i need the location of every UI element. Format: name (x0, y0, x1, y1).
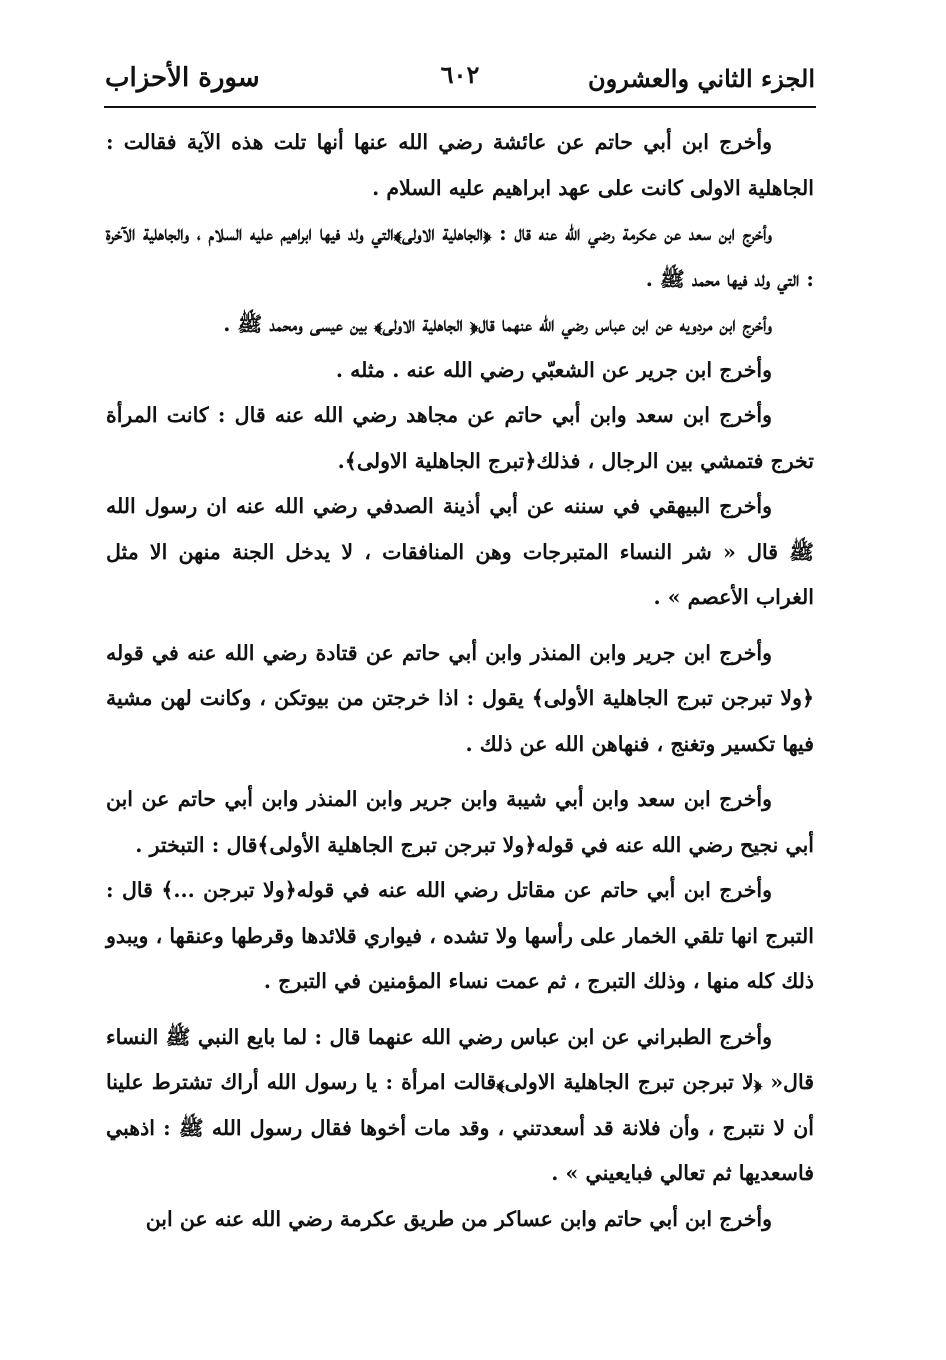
paragraph: وأخرج ابن أبي حاتم عن عائشة رضي الله عنها أنها تلت هذه الآية فقالت : الجاهلية الاولى كانت على عهد ابراهيم عليه السلام . (106, 130, 814, 200)
surah-title: سورة الأحزاب (105, 63, 260, 93)
paragraph: وأخرج ابن سعد وابن أبي حاتم عن مجاهد رضي الله عنه قال : كانت المرأة تخرج فتمشي بين الرجال ، فذلك﴿تبرج الجاهلية الاولى﴾. (106, 403, 814, 473)
paragraph: وأخرج ابن أبي حاتم عن مقاتل رضي الله عنه في قوله﴿ولا تبرجن ...﴾ قال : التبرج انها تلقي الخمار على رأسها ولا تشده ، فيواري قلائدها وقرطها وعنقها ، ويبدو ذلك كله منها ، وذلك التبرج ، ثم عمت نساء المؤمنين في التبرج . (106, 878, 814, 993)
part-title: الجزء الثاني والعشرون (588, 63, 815, 93)
paragraph: وأخرج ابن جرير عن الشعبّي رضي الله عنه . مثله . (335, 357, 772, 382)
page-number: ٦٠٢ (440, 60, 480, 89)
page-body (106, 120, 814, 1242)
paragraph: وأخرج ابن جرير وابن المنذر وابن أبي حاتم عن قتادة رضي الله عنه في قوله ﴿ولا تبرجن تبرج الجاهلية الأولى﴾ يقول : اذا خرجتن من بيوتكن ، وكانت لهن مشية فيها تكسير وتغنج ، فنهاهن الله عن ذلك . (106, 640, 814, 756)
paragraph: وأخرج ابن سعد عن عكرمة رضي الله عنه قال : ﴿الجاهلية الاولى﴾التي ولد فيها ابراهيم عليه السلام ، والجاهلية الآخرة : التي ولد فيها محمد ﷺ . (106, 221, 814, 291)
page-header (105, 52, 815, 104)
header-divider (104, 106, 816, 108)
paragraph: وأخرج ابن أبي حاتم وابن عساكر من طريق عكرمة رضي الله عنه عن ابن (145, 1206, 772, 1231)
paragraph: وأخرج ابن مردويه عن ابن عباس رضي الله عنهما قال﴿ الجاهلية الاولى﴾ بين عيسى ومحمد ﷺ . (223, 312, 772, 336)
paragraph: وأخرج الطبراني عن ابن عباس رضي الله عنهما قال : لما بايع النبي ﷺ النساء قال« ﴿لا تبرجن تبرج الجاهلية الاولى﴾قالت امرأة : يا رسول الله أراك تشترط علينا أن لا نتبرج ، وأن فلانة قد أسعدتني ، وقد مات أخوها فقال رسول الله ﷺ : اذهبي فاسعديها ثم تعالي فبايعيني » . (106, 1024, 814, 1185)
paragraph: وأخرج ابن سعد وابن أبي شيبة وابن جرير وابن المنذر وابن أبي حاتم عن ابن أبي نجيح رضي الله عنه في قوله﴿ولا تبرجن تبرج الجاهلية الأولى﴾قال : التبختر . (106, 787, 814, 857)
paragraph: وأخرج البيهقي في سننه عن أبي أذينة الصدفي رضي الله عنه ان رسول الله ﷺ قال « شر النساء المتبرجات وهن المنافقات ، لا يدخل الجنة منهن الا مثل الغراب الأعصم » . (106, 494, 814, 609)
